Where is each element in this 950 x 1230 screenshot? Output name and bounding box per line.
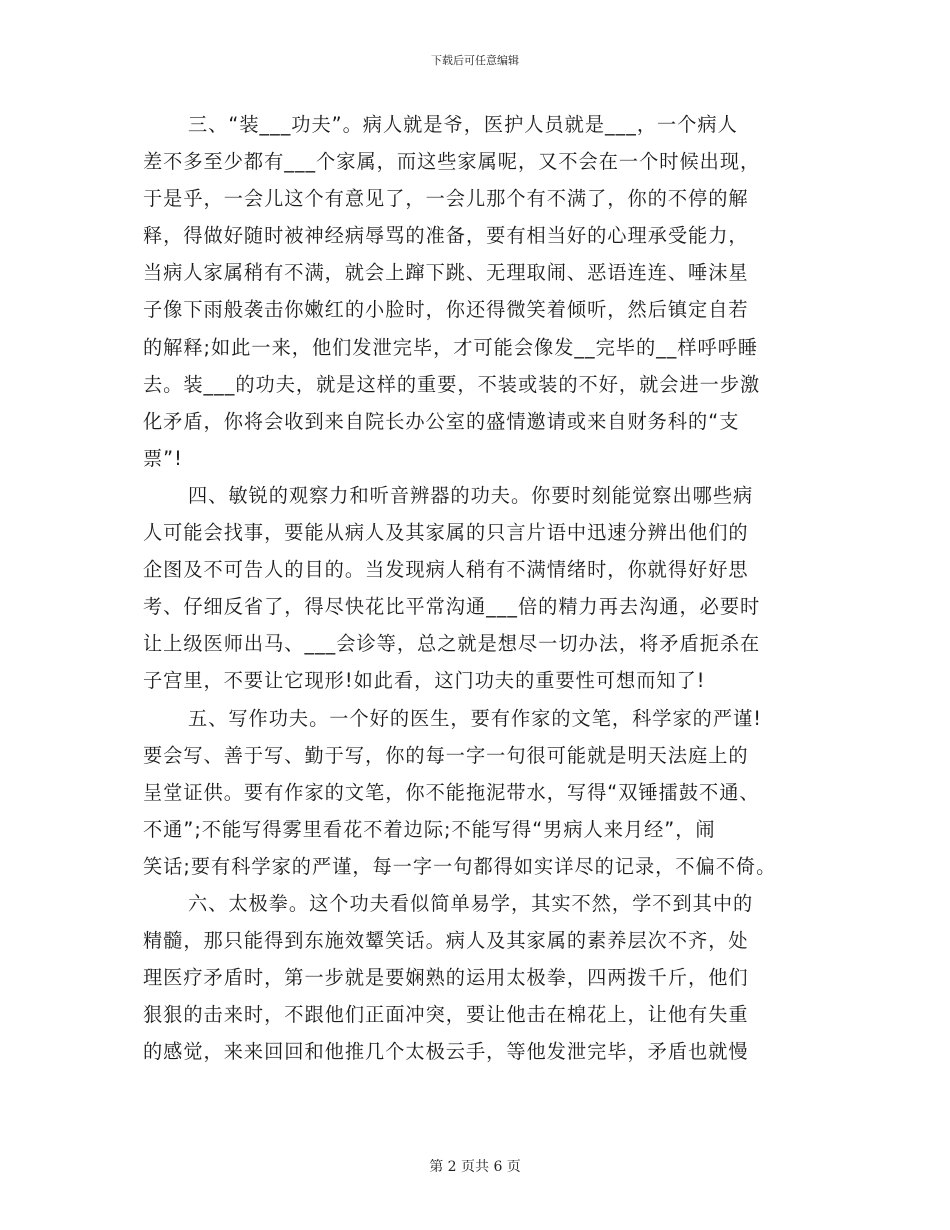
- text-line: 人可能会找事，要能从病人及其家属的只言片语中迅速分辨出他们的: [143, 521, 749, 545]
- paragraph-5: [143, 700, 823, 885]
- page-footer: 第 2 页共 6 页: [429, 1159, 521, 1175]
- text-line: 精髓，那只能得到东施效颦笑话。病人及其家属的素养层次不齐，处: [143, 929, 749, 953]
- text-line: 企图及不可告人的目的。当发现病人稍有不满情绪时，你就得好好思: [143, 558, 749, 582]
- text-line: 三、“装___功夫”。病人就是爷，医护人员就是___，一个病人: [188, 113, 738, 136]
- text-line: 不通”;不能写得雾里看花不着边际;不能写得“男病人来月经”，闹: [143, 817, 716, 841]
- text-line: 差不多至少都有___个家属，而这些家属呢，又不会在一个时候出现，: [143, 150, 761, 174]
- page-header: 下载后可任意编辑: [431, 54, 519, 67]
- paragraph-4: [143, 477, 823, 700]
- text-line: 的解释;如此一来，他们发泄完毕，才可能会像发__完毕的__样呼呼睡: [143, 335, 759, 359]
- text-line: 理医疗矛盾时，第一步就是要娴熟的运用太极拳，四两拨千斤，他们: [143, 966, 749, 990]
- text-line: 释，得做好随时被神经病辱骂的准备，要有相当好的心理承受能力，: [143, 224, 749, 248]
- text-line: 要会写、善于写、勤于写，你的每一字一句很可能就是明天法庭上的: [143, 743, 749, 767]
- text-line: 当病人家属稍有不满，就会上蹿下跳、无理取闹、恶语连连、唾沫星: [143, 261, 749, 285]
- paragraph-3: [143, 106, 823, 477]
- text-line: 六、太极拳。这个功夫看似简单易学，其实不然，学不到其中的: [188, 891, 754, 915]
- text-line: 呈堂证供。要有作家的文笔，你不能拖泥带水，写得“双锤擂鼓不通、: [143, 780, 760, 804]
- text-line: 子宫里，不要让它现形!如此看，这门功夫的重要性可想而知了!: [143, 669, 706, 693]
- text-line: 笑话;要有科学家的严谨，每一字一句都得如实详尽的记录，不偏不倚。: [143, 854, 777, 878]
- body-text: [143, 106, 823, 1070]
- text-line: 狠狠的击来时，不跟他们正面冲突，要让他击在棉花上，让他有失重: [143, 1003, 749, 1027]
- text-line: 子像下雨般袭击你嫩红的小脸时，你还得微笑着倾听，然后镇定自若: [143, 298, 749, 322]
- paragraph-6: [143, 885, 823, 1070]
- text-line: 五、写作功夫。一个好的医生，要有作家的文笔，科学家的严谨!: [188, 706, 762, 730]
- text-line: 去。装___的功夫，就是这样的重要，不装或装的不好，就会进一步激: [143, 372, 761, 396]
- text-line: 于是乎，一会儿这个有意见了，一会儿那个有不满了，你的不停的解: [143, 187, 749, 211]
- text-line: 的感觉，来来回回和他推几个太极云手，等他发泄完毕，矛盾也就慢: [143, 1040, 749, 1064]
- text-line: 让上级医师出马、___会诊等，总之就是想尽一切办法，将矛盾扼杀在: [143, 632, 761, 656]
- text-line: 考、仔细反省了，得尽快花比平常沟通___倍的精力再去沟通，必要时: [143, 595, 761, 619]
- text-line: 票”!: [143, 446, 183, 470]
- text-line: 化矛盾，你将会收到来自院长办公室的盛情邀请或来自财务科的“支: [143, 409, 740, 433]
- text-line: 四、敏锐的观察力和听音辨器的功夫。你要时刻能觉察出哪些病: [188, 483, 754, 507]
